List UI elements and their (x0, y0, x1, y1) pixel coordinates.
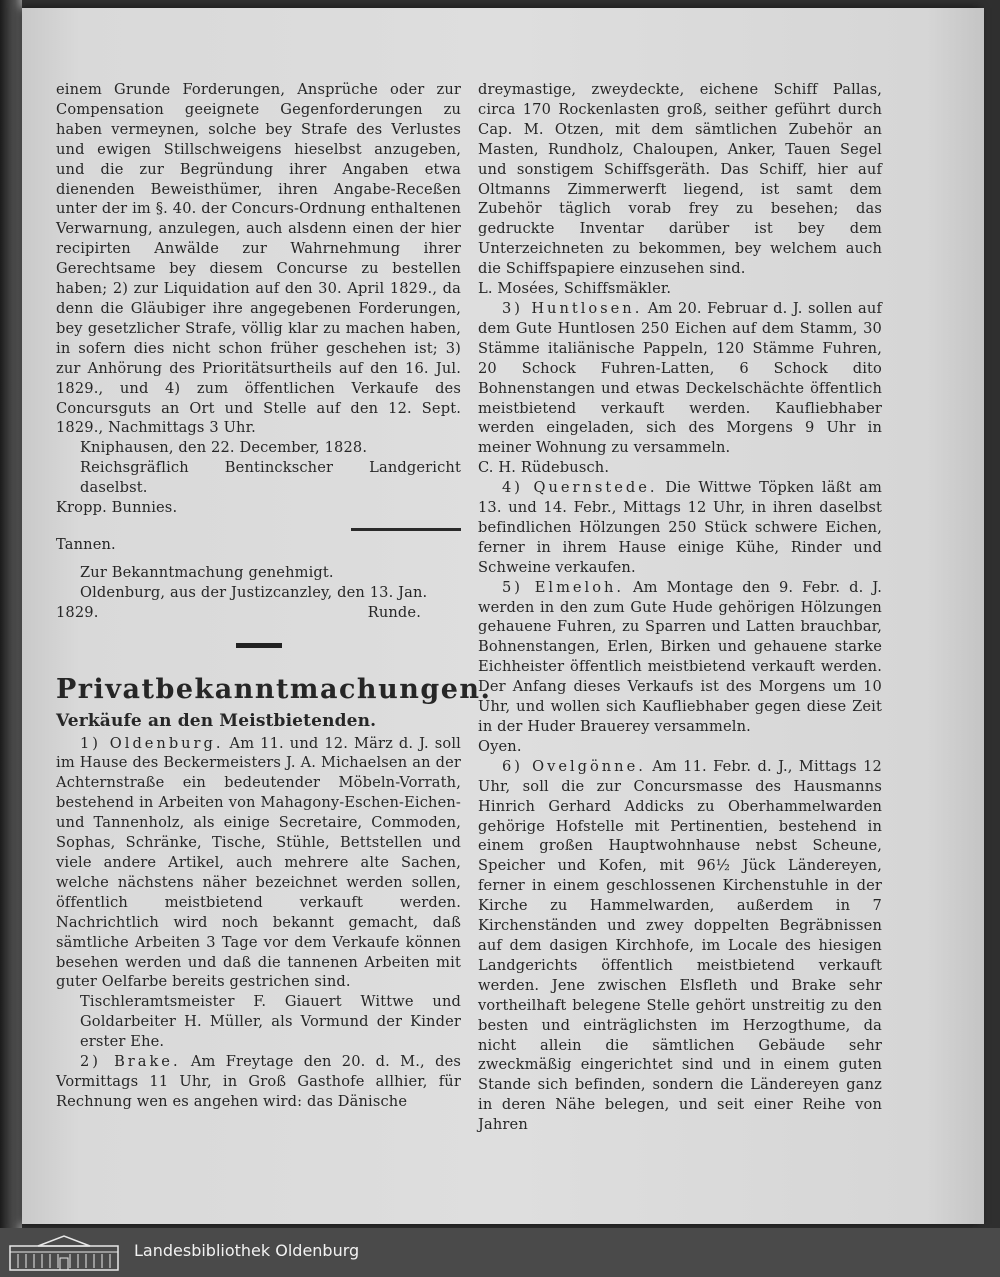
left-column (56, 80, 492, 1112)
item3-signature: C. H. Rüdebusch. (478, 459, 610, 477)
chancery-footer (56, 603, 461, 623)
item1-text: Am 11. und 12. März d. J. soll im Hause des Beckermeisters J. A. Michaelsen an der Achternstraße ein bedeutender Möbeln-Vorrath, bestehend in Arbeiten von Mahagony-Eschen-Eichen- und Tannenholz, als einige Secretaire, Commoden, Sophas, Schränke, Tische, Stühle, Bettstellen und viele andere Artikel, auch mehrere alte Sachen, welche nächstens näher bezeichnet werden sollen, öffentlich meistbietend verkauft werden. Nachrichtlich wird noch bekannt gemacht, daß sämtliche Arbeiten 3 Tage vor dem Verkaufe können besehen werden und daß die tannenen Arbeiten mit guter Oelfarbe bereits gestrichen sind. (56, 734, 461, 991)
section-subheading: Verkäufe an den Meistbietenden. (56, 710, 377, 731)
intro-paragraph: einem Grunde Forderungen, Ansprüche oder zur Compensation geeignete Gegenforderungen zu haben vermeynen, solche bey Strafe des Verlustes und ewigen Stillschweigens hieselbst anzugeben, und die zur Begründung ihrer Angaben etwa dienenden Beweisthümer, ihren Angabe-Receßen unter der im §. 40. der Concurs-Ordnung enthaltenen Verwarnung, anzulegen, auch alsdenn einen der hier recipirten Anwälde zur Wahrnehmung ihrer Gerechtsame bey diesem Concurse zu bestellen haben; 2) zur Liquidation auf den 30. April 1829., da denn die Gläubiger ihre angegebenen Forderungen, bey gesetzlicher Strafe, völlig klar zu machen haben, in sofern dies nicht schon früher geschehen ist; 3) zur Anhörung des Prioritätsurtheils auf den 16. Jul. 1829., und 4) zum öffentlichen Verkaufe des Concursguts an Ort und Stelle auf den 12. Sept. 1829., Nachmittags 3 Uhr. (56, 81, 461, 437)
library-footer (0, 1228, 1000, 1277)
item3-text: Am 20. Februar d. J. sollen auf dem Gute Huntlosen 250 Eichen auf dem Stamm, 30 Stämme italiänische Pappeln, 120 Stämme Fuhren, 20 Schock Fuhren-Latten, 6 Schock dito Bohnenstangen und etwas Deckelschächte öffentlich meistbietend verkauft werden. Kaufliebhaber werden eingeladen, sich des Morgens 9 Uhr in meiner Wohnung zu versammeln. (478, 299, 882, 457)
item2-continuation: dreymastige, zweydeckte, eichene Schiff Pallas, circa 170 Rockenlasten groß, seither geführt durch Cap. M. Otzen, mit dem sämtlichen Zubehör an Masten, Rundholz, Chaloupen, Anker, Tauen Segel und sonstigem Schiffsgeräth. Das Schiff, hier auf Oltmanns Zimmerwerft liegend, ist samt dem Zubehör täglich vorab frey zu besehen; das gedruckte Inventar darüber ist bey dem Unterzeichneten zu bekommen, bey welchem auch die Schiffspapiere einzusehen sind. (478, 81, 882, 278)
chancery-year: 1829. (56, 603, 99, 621)
document-page (22, 8, 984, 1224)
chancery-signer: Runde. (367, 603, 421, 621)
book-spine (0, 0, 22, 1228)
item2-paragraph (56, 1052, 461, 1112)
library-building-icon (8, 1234, 120, 1272)
item2-text: Am Freytage den 20. d. M., des Vormittags 11 Uhr, in Groß Gasthofe allhier, für Rechnung wen es angehen wird: das Dänische (56, 1053, 461, 1110)
section-heading: Privatbekanntmachungen. (56, 673, 492, 705)
date-place-line: Kniphausen, den 22. December, 1828. (80, 439, 368, 457)
item6-place: 6) Ovelgönne. (502, 757, 646, 775)
item1-paragraph (56, 734, 461, 993)
item5-text: Am Montage den 9. Febr. d. J. werden in den zum Gute Hude gehörigen Hölzungen gehauene Fuhren, zu Sparren und Latten brauchbar, Bohnenstangen, Erlen, Birken und gehauene starke Eichheister öffentlich meistbietend verkauft werden. Der Anfang dieses Verkaufs ist des Morgens um 10 Uhr, und wollen sich Kaufliebhaber gegen diese Zeit in der Huder Brauerey versammeln. (478, 578, 882, 735)
item3-place: 3) Huntlosen. (502, 299, 643, 317)
signers-line: Kropp. Bunnies. (56, 499, 178, 517)
item2-place: 2) Brake. (80, 1053, 181, 1071)
right-column (478, 80, 882, 1135)
item3-paragraph (478, 299, 882, 458)
chancery-line: Oldenburg, aus der Justizcanzley, den 13. Jan. (80, 583, 428, 601)
item5-place: 5) Elmeloh. (502, 578, 625, 596)
court-line: Reichsgräflich Bentinckscher Landgericht daselbst. (80, 459, 461, 497)
item4-paragraph (478, 478, 882, 578)
item1-place: 1) Oldenburg. (80, 734, 224, 752)
item4-text: Die Wittwe Töpken läßt am 13. und 14. Febr., Mittags 12 Uhr, in ihren daselbst befindlichen Hölzungen 250 Stück schwere Eichen, ferner in ihrem Hause einige Kühe, Rinder und Schweine verkaufen. (478, 479, 883, 576)
item5-paragraph (478, 578, 882, 737)
item5-signature: Oyen. (478, 737, 522, 755)
section-divider (236, 643, 282, 648)
signature-rule (351, 528, 461, 531)
item1-signature: Tischleramtsmeister F. Giauert Wittwe und Goldarbeiter H. Müller, als Vormund der Kinder erster Ehe. (80, 993, 461, 1051)
approval-line: Zur Bekanntmachung genehmigt. (80, 563, 334, 581)
signer2-line: Tannen. (56, 535, 116, 553)
item2-signature: L. Mosées, Schiffsmäkler. (478, 280, 672, 298)
item6-paragraph (478, 757, 882, 1135)
library-name: Landesbibliothek Oldenburg (134, 1241, 360, 1260)
item6-text: Am 11. Febr. d. J., Mittags 12 Uhr, soll die zur Concursmasse des Hausmanns Hinrich Gerhard Addicks zu Oberhammelwarden gehörige Hofstelle mit Pertinentien, bestehend in einem großen Hauptwohnhause nebst Scheune, Speicher und Kofen, mit 96½ Jück Ländereyen, ferner in einem geschlossenen Kirchenstuhle in der Kirche zu Hammelwarden, außerdem in 7 Kirchenständen und zwey doppelten Begräbnissen auf dem dasigen Kirchhofe, im Locale des hiesigen Landgerichts öffentlich meistbietend verkauft werden. Jene zwischen Elsfleth und Brake sehr vortheilhaft belegene Stelle gehört unstreitig zu den besten und einträglichsten im Herzogthume, da nicht allein die sämtlichen Gebäude sehr zweckmäßig eingerichtet sind und in einem guten Stande sich befinden, sondern die Ländereyen ganz in deren Nähe belegen, und seit einer Reihe von Jahren (478, 757, 882, 1134)
item4-place: 4) Quernstede. (502, 479, 658, 497)
